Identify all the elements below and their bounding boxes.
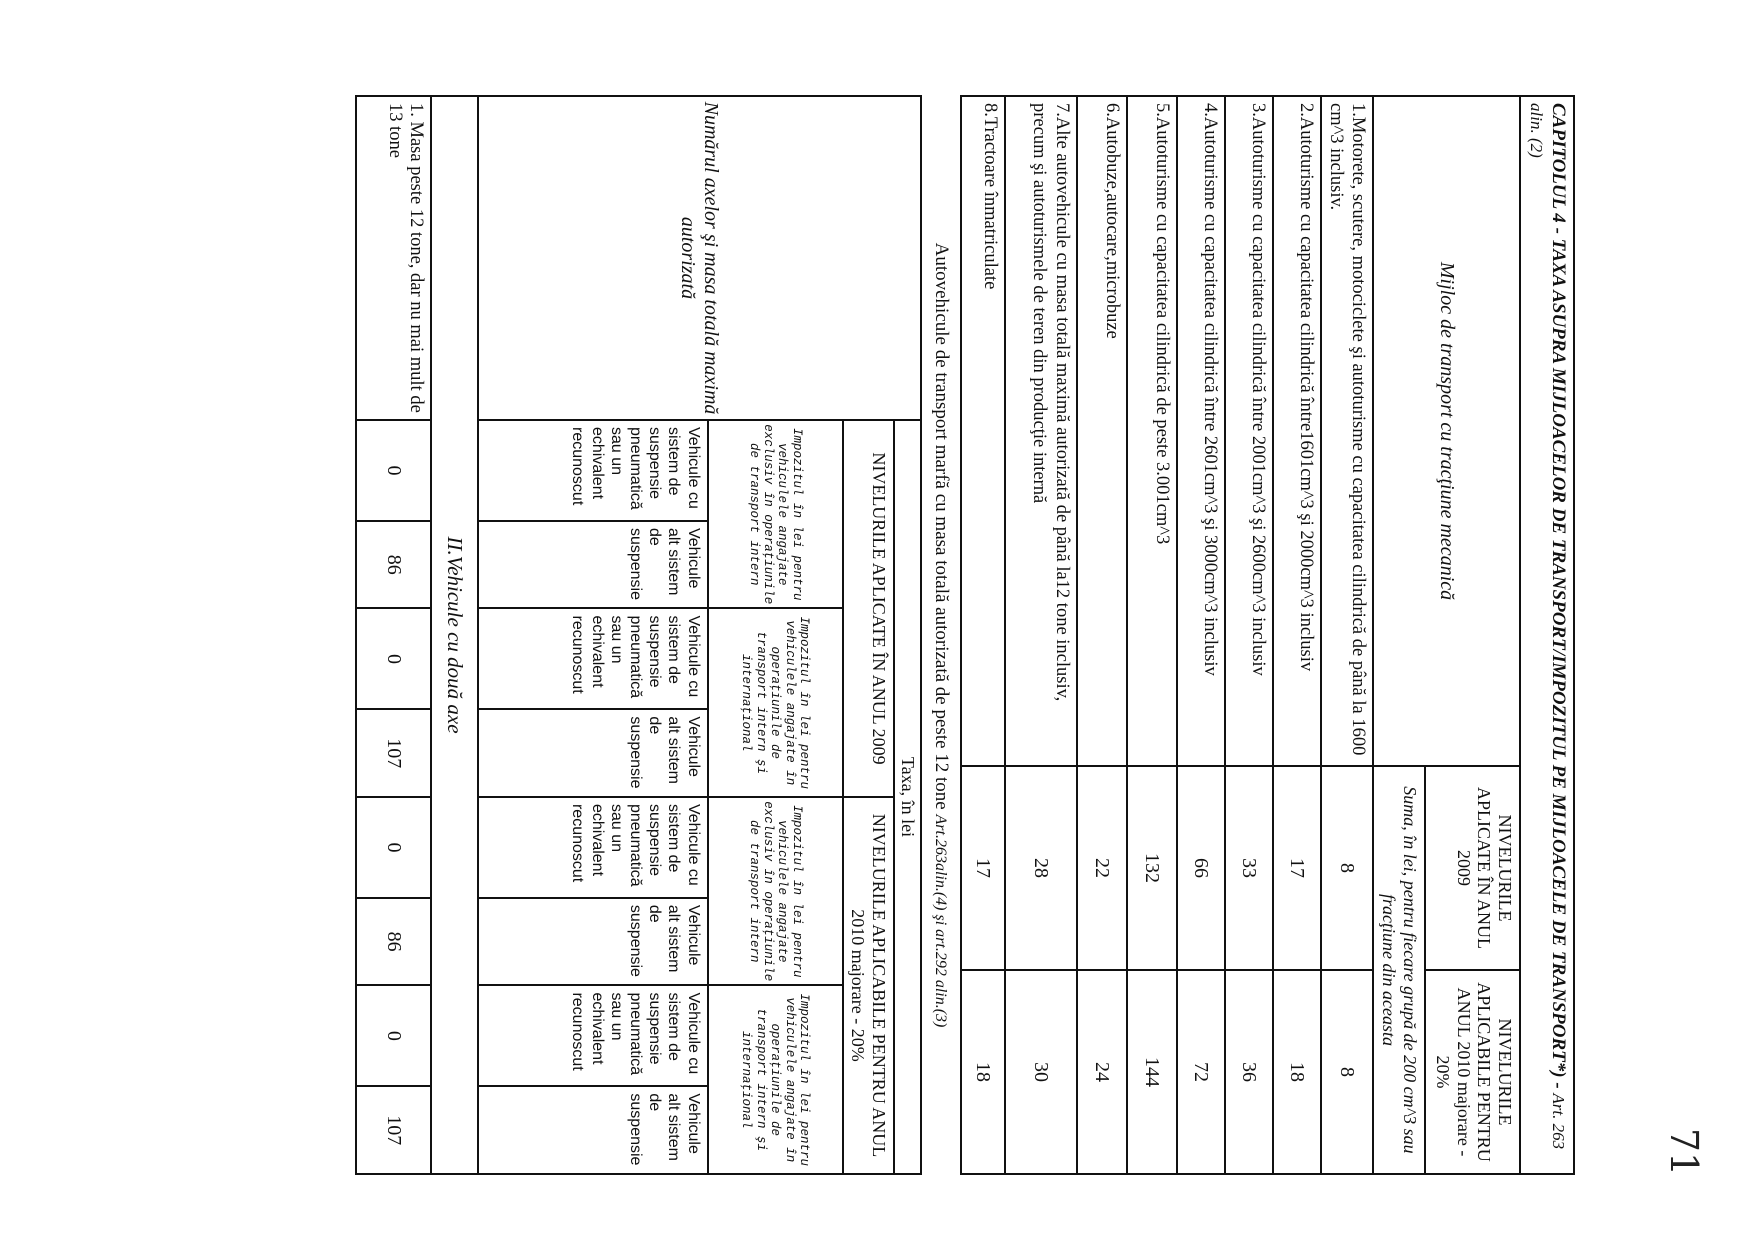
table-cell: 107 <box>356 709 431 797</box>
suspension-other: Vehicule alt sistem de suspensie <box>478 898 708 986</box>
header-2009: NIVELURILE APLICATE ÎN ANUL 2009 <box>1425 766 1520 970</box>
value-2009: 66 <box>1177 766 1225 970</box>
table-cell: 86 <box>356 898 431 986</box>
table-cell: 0 <box>356 420 431 521</box>
header-2010: NIVELURILE APLICABILE PENTRU ANUL 2010 majorare - 20% <box>1425 970 1520 1174</box>
value-2009: 22 <box>1077 766 1127 970</box>
axles-column-header: Numărul axelor şi masa totală maximă autorizată <box>478 96 921 420</box>
header-2010: NIVELURILE APLICABILE PENTRU ANUL 2010 majorare - 20% <box>843 797 894 1174</box>
value-2010: 24 <box>1077 970 1127 1174</box>
table-row-label: 5.Autoturisme cu capacitatea cilindrică de peste 3.001cm^3 <box>1127 96 1177 766</box>
table-cell: 0 <box>356 608 431 709</box>
chapter-heading: - TAXA ASUPRA MIJLOACELOR DE TRANSPORT/IMPOZITUL PE MIJLOACELE DE TRANSPORT*) - <box>1548 222 1569 1094</box>
value-2009: 17 <box>961 766 1005 970</box>
value-2010: 18 <box>1273 970 1321 1174</box>
table-cell: 107 <box>356 1086 431 1174</box>
table-cell: 86 <box>356 521 431 609</box>
section2-articles: Art.263alin.(4) şi art.292 alin.(3) <box>931 814 949 1028</box>
section2-title: Autovehicule de transport marfă cu masa totală autorizată de peste 12 tone <box>930 242 952 810</box>
table-row-label: 2.Autoturisme cu capacitatea cilindrică între1601cm^3 şi 2000cm^3 inclusiv <box>1273 96 1321 766</box>
value-2010: 144 <box>1127 970 1177 1174</box>
tax-international-2009: Impozitul în lei pentru vehiculele angajate în operaţiunile de transport intern şi internaţional <box>708 608 843 796</box>
chapter-article: Art. 263 alin. (2) <box>1527 103 1568 1150</box>
truck-tax-table <box>355 95 922 1175</box>
tax-international-2010: Impozitul în lei pentru vehiculele angajate în operaţiunile de transport intern şi internaţional <box>708 985 843 1174</box>
suspension-pneumatic: Vehicule cu sistem de suspensie pneumatică sau un echivalent recunoscut <box>478 985 708 1086</box>
suspension-other: Vehicule alt sistem de suspensie <box>478 521 708 609</box>
suspension-other: Vehicule alt sistem de suspensie <box>478 1086 708 1174</box>
vehicle-tax-table <box>960 95 1575 1175</box>
table-row-label: 3.Autoturisme cu capacitatea cilindrică între 2001cm^3 şi 2600cm^3 inclusiv <box>1225 96 1273 766</box>
table-row-label: 8.Tractoare înmatriculate <box>961 96 1005 766</box>
section2-subheading: II.Vehicule cu două axe <box>431 96 478 1174</box>
chapter-title <box>1520 96 1574 1174</box>
suspension-other: Vehicule alt sistem de suspensie <box>478 709 708 797</box>
page-number-mark: 71 <box>1662 1127 1707 1177</box>
tax-internal-2010: Impozitul în lei pentru vehiculele angajate exclusiv în operaţiunile de transport intern <box>708 797 843 985</box>
vehicle-column-header: Mijloc de transport cu tracţiune mecanică <box>1373 96 1520 766</box>
section2-heading <box>922 95 960 1175</box>
value-2010: 8 <box>1321 970 1373 1174</box>
value-2009: 17 <box>1273 766 1321 970</box>
suspension-pneumatic: Vehicule cu sistem de suspensie pneumatică sau un echivalent recunoscut <box>478 797 708 898</box>
value-2010: 30 <box>1005 970 1077 1174</box>
value-2010: 72 <box>1177 970 1225 1174</box>
value-2009: 132 <box>1127 766 1177 970</box>
value-2009: 33 <box>1225 766 1273 970</box>
value-2010: 18 <box>961 970 1005 1174</box>
rotated-page <box>115 95 1575 1175</box>
value-2010: 36 <box>1225 970 1273 1174</box>
table-cell: 0 <box>356 985 431 1086</box>
tax-internal-2009: Impozitul în lei pentru vehiculele angajate exclusiv în operaţiunile de transport intern <box>708 420 843 608</box>
chapter-label: CAPITOLUL 4 <box>1548 103 1569 223</box>
header-2009: NIVELURILE APLICATE ÎN ANUL 2009 <box>843 420 894 797</box>
table-cell: 0 <box>356 797 431 898</box>
table-row-label: 6.Autobuze,autocare,microbuze <box>1077 96 1127 766</box>
value-2009: 28 <box>1005 766 1077 970</box>
table-row-label: 4.Autoturisme cu capacitatea cilindrică între 2601cm^3 şi 3000cm^3 inclusiv <box>1177 96 1225 766</box>
unit-note: Suma, în lei, pentru fiecare grupă de 200 cm^3 sau fracţiune din aceasta <box>1373 766 1425 1174</box>
suspension-pneumatic: Vehicule cu sistem de suspensie pneumatică sau un echivalent recunoscut <box>478 608 708 709</box>
tax-header: Taxa, în lei <box>894 420 921 1174</box>
suspension-pneumatic: Vehicule cu sistem de suspensie pneumatică sau un echivalent recunoscut <box>478 420 708 521</box>
table-row-label: 1. Masa peste 12 tone, dar nu mai mult de 13 tone <box>356 96 431 420</box>
table-row-label: 1.Motorete, scutere, motociclete şi autoturisme cu capacitatea cilindrică de până la 1600 cm^3 inclusiv. <box>1321 96 1373 766</box>
table-row-label: 7.Alte autovehicule cu masa totală maximă autorizată de până la12 tone inclusiv, precum şi autoturismele de teren din producţie internă <box>1005 96 1077 766</box>
value-2009: 8 <box>1321 766 1373 970</box>
